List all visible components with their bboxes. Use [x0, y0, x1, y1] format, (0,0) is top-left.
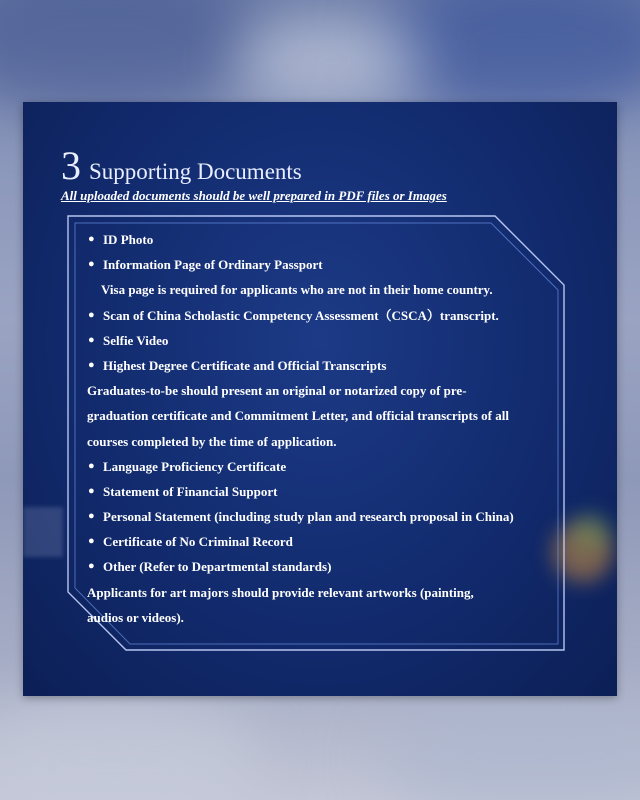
note-text: Visa page is required for applicants who are not in their home country.: [101, 282, 493, 298]
note-text: courses completed by the time of application.: [87, 433, 337, 449]
background-blur-shape: [0, 690, 260, 800]
list-item: ● Highest Degree Certificate and Official Transcripts: [87, 353, 557, 378]
section-subtitle: All uploaded documents should be well prepared in PDF files or Images: [61, 188, 447, 203]
supporting-documents-card: [23, 102, 617, 696]
note-text: Applicants for art majors should provide relevant artworks (painting,: [87, 584, 474, 600]
bullet-icon: ●: [88, 459, 95, 472]
bullet-icon: ●: [88, 484, 95, 497]
background-blur-shape: [230, 20, 430, 100]
bullet-icon: ●: [88, 560, 95, 573]
list-item: ● ID Photo: [87, 227, 557, 252]
bullet-icon: ●: [88, 358, 95, 371]
document-requirements-list: [87, 227, 557, 630]
list-item: ● Certificate of No Criminal Record: [87, 529, 557, 554]
list-item: ● Selfie Video: [87, 328, 557, 353]
list-item: ● Information Page of Ordinary Passport: [87, 252, 557, 277]
note-text: audios or videos).: [87, 609, 184, 625]
note-text: Graduates-to-be should present an original or notarized copy of pre-: [87, 383, 467, 399]
section-number: 3: [61, 143, 81, 188]
list-item: ● Language Proficiency Certificate: [87, 454, 557, 479]
section-heading: [61, 142, 302, 189]
bullet-icon: ●: [88, 233, 95, 245]
list-item: ● Other (Refer to Departmental standards): [87, 554, 557, 579]
bullet-icon: ●: [88, 510, 95, 523]
bullet-icon: ●: [88, 308, 95, 321]
list-item: ● Scan of China Scholastic Competency Assessment（CSCA）transcript.: [87, 303, 557, 328]
background-blur-shape: [380, 700, 640, 800]
bullet-icon: ●: [88, 333, 95, 346]
list-item: ● Statement of Financial Support: [87, 479, 557, 504]
section-title: Supporting Documents: [89, 159, 302, 184]
bullet-icon: ●: [88, 535, 95, 548]
note-text: graduation certificate and Commitment Letter, and official transcripts of all: [87, 408, 509, 424]
bullet-icon: ●: [88, 258, 95, 271]
list-item: ● Personal Statement (including study plan and research proposal in China): [87, 504, 557, 529]
